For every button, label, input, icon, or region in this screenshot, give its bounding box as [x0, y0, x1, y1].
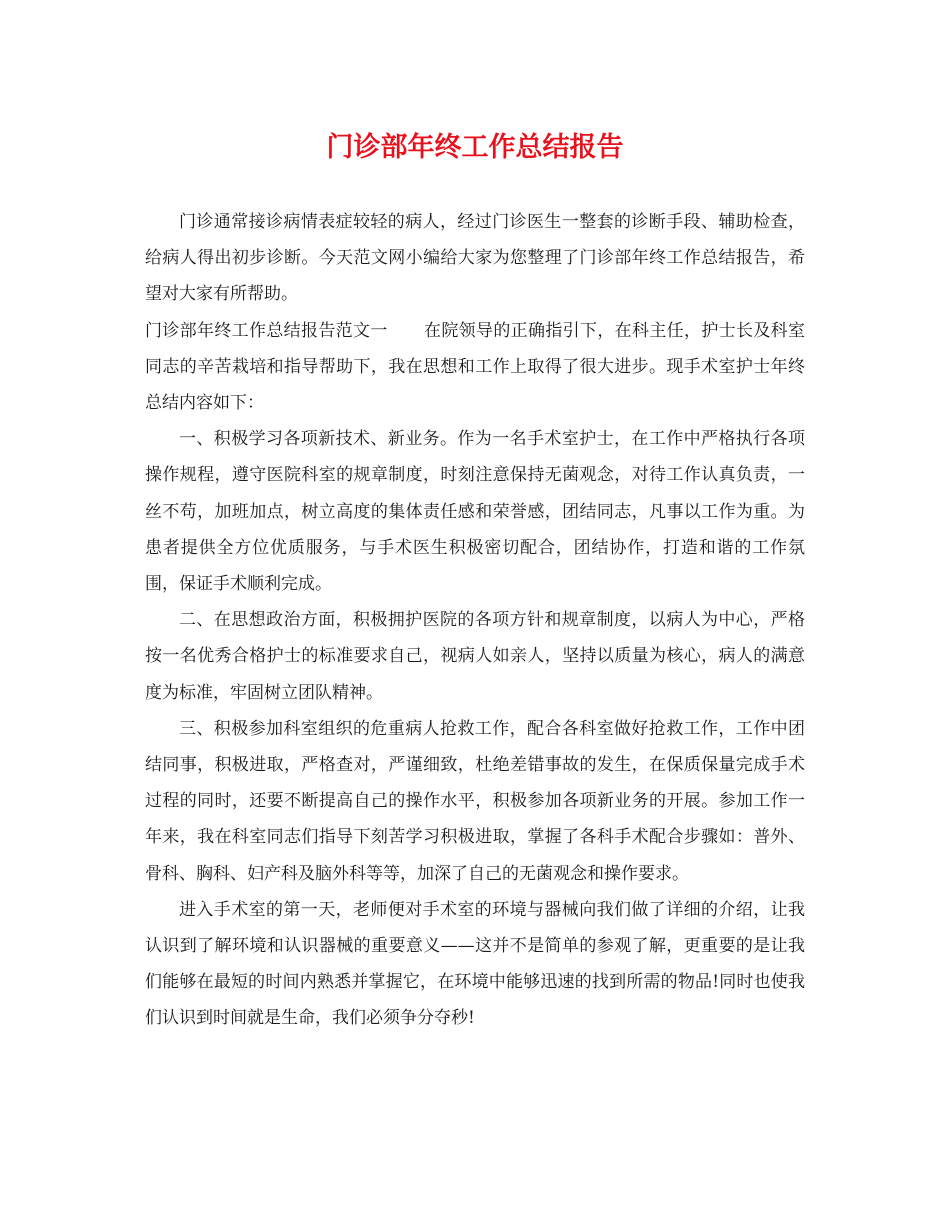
paragraph-2: 二、在思想政治方面，积极拥护医院的各项方针和规章制度，以病人为中心，严格按一名优秀合格护士的标准要求自己，视病人如亲人，坚持以质量为核心，病人的满意度为标准，牢固树立团队精神。 [145, 610, 805, 703]
paragraph-3: 三、积极参加科室组织的危重病人抢救工作，配合各科室做好抢救工作，工作中团结同事，积极进取，严格查对，严谨细致，杜绝差错事故的发生，在保质保量完成手术过程的同时，还要不断提高自己的操作水平，积极参加各项新业务的开展。参加工作一年来，我在科室同志们指导下刻苦学习积极进取，掌握了各科手术配合步骤如：普外、骨科、胸科、妇产科及脑外科等等，加深了自己的无菌观念和操作要求。 [145, 718, 805, 884]
document-title: 门诊部年终工作总结报告 [326, 132, 624, 163]
document-body [145, 204, 805, 1037]
section-paragraph [145, 313, 805, 422]
section-lead: 在院领导的正确指引下，在科主任，护士长及科室同志的辛苦栽培和指导帮助下，我在思想和工作上取得了很大进步。现手术室护士年终总结内容如下： [145, 320, 806, 414]
section-heading: 门诊部年终工作总结报告范文一 [145, 320, 388, 341]
paragraph-1: 一、积极学习各项新技术、新业务。作为一名手术室护士，在工作中严格执行各项操作规程，遵守医院科室的规章制度，时刻注意保持无菌观念，对待工作认真负责，一丝不苟，加班加点，树立高度的集体责任感和荣誉感，团结同志，凡事以工作为重。为患者提供全方位优质服务，与手术医生积极密切配合，团结协作，打造和谐的工作氛围，保证手术顺利完成。 [145, 429, 805, 595]
paragraph-4: 进入手术室的第一天，老师便对手术室的环境与器械向我们做了详细的介绍，让我认识到了解环境和认识器械的重要意义——这并不是简单的参观了解，更重要的是让我们能够在最短的时间内熟悉并掌握它，在环境中能够迅速的找到所需的物品!同时也使我们认识到时间就是生命，我们必须争分夺秒! [145, 899, 805, 1029]
intro-paragraph: 门诊通常接诊病情表症较轻的病人，经过门诊医生一整套的诊断手段、辅助检查，给病人得出初步诊断。今天范文网小编给大家为您整理了门诊部年终工作总结报告，希望对大家有所帮助。 [145, 212, 805, 305]
